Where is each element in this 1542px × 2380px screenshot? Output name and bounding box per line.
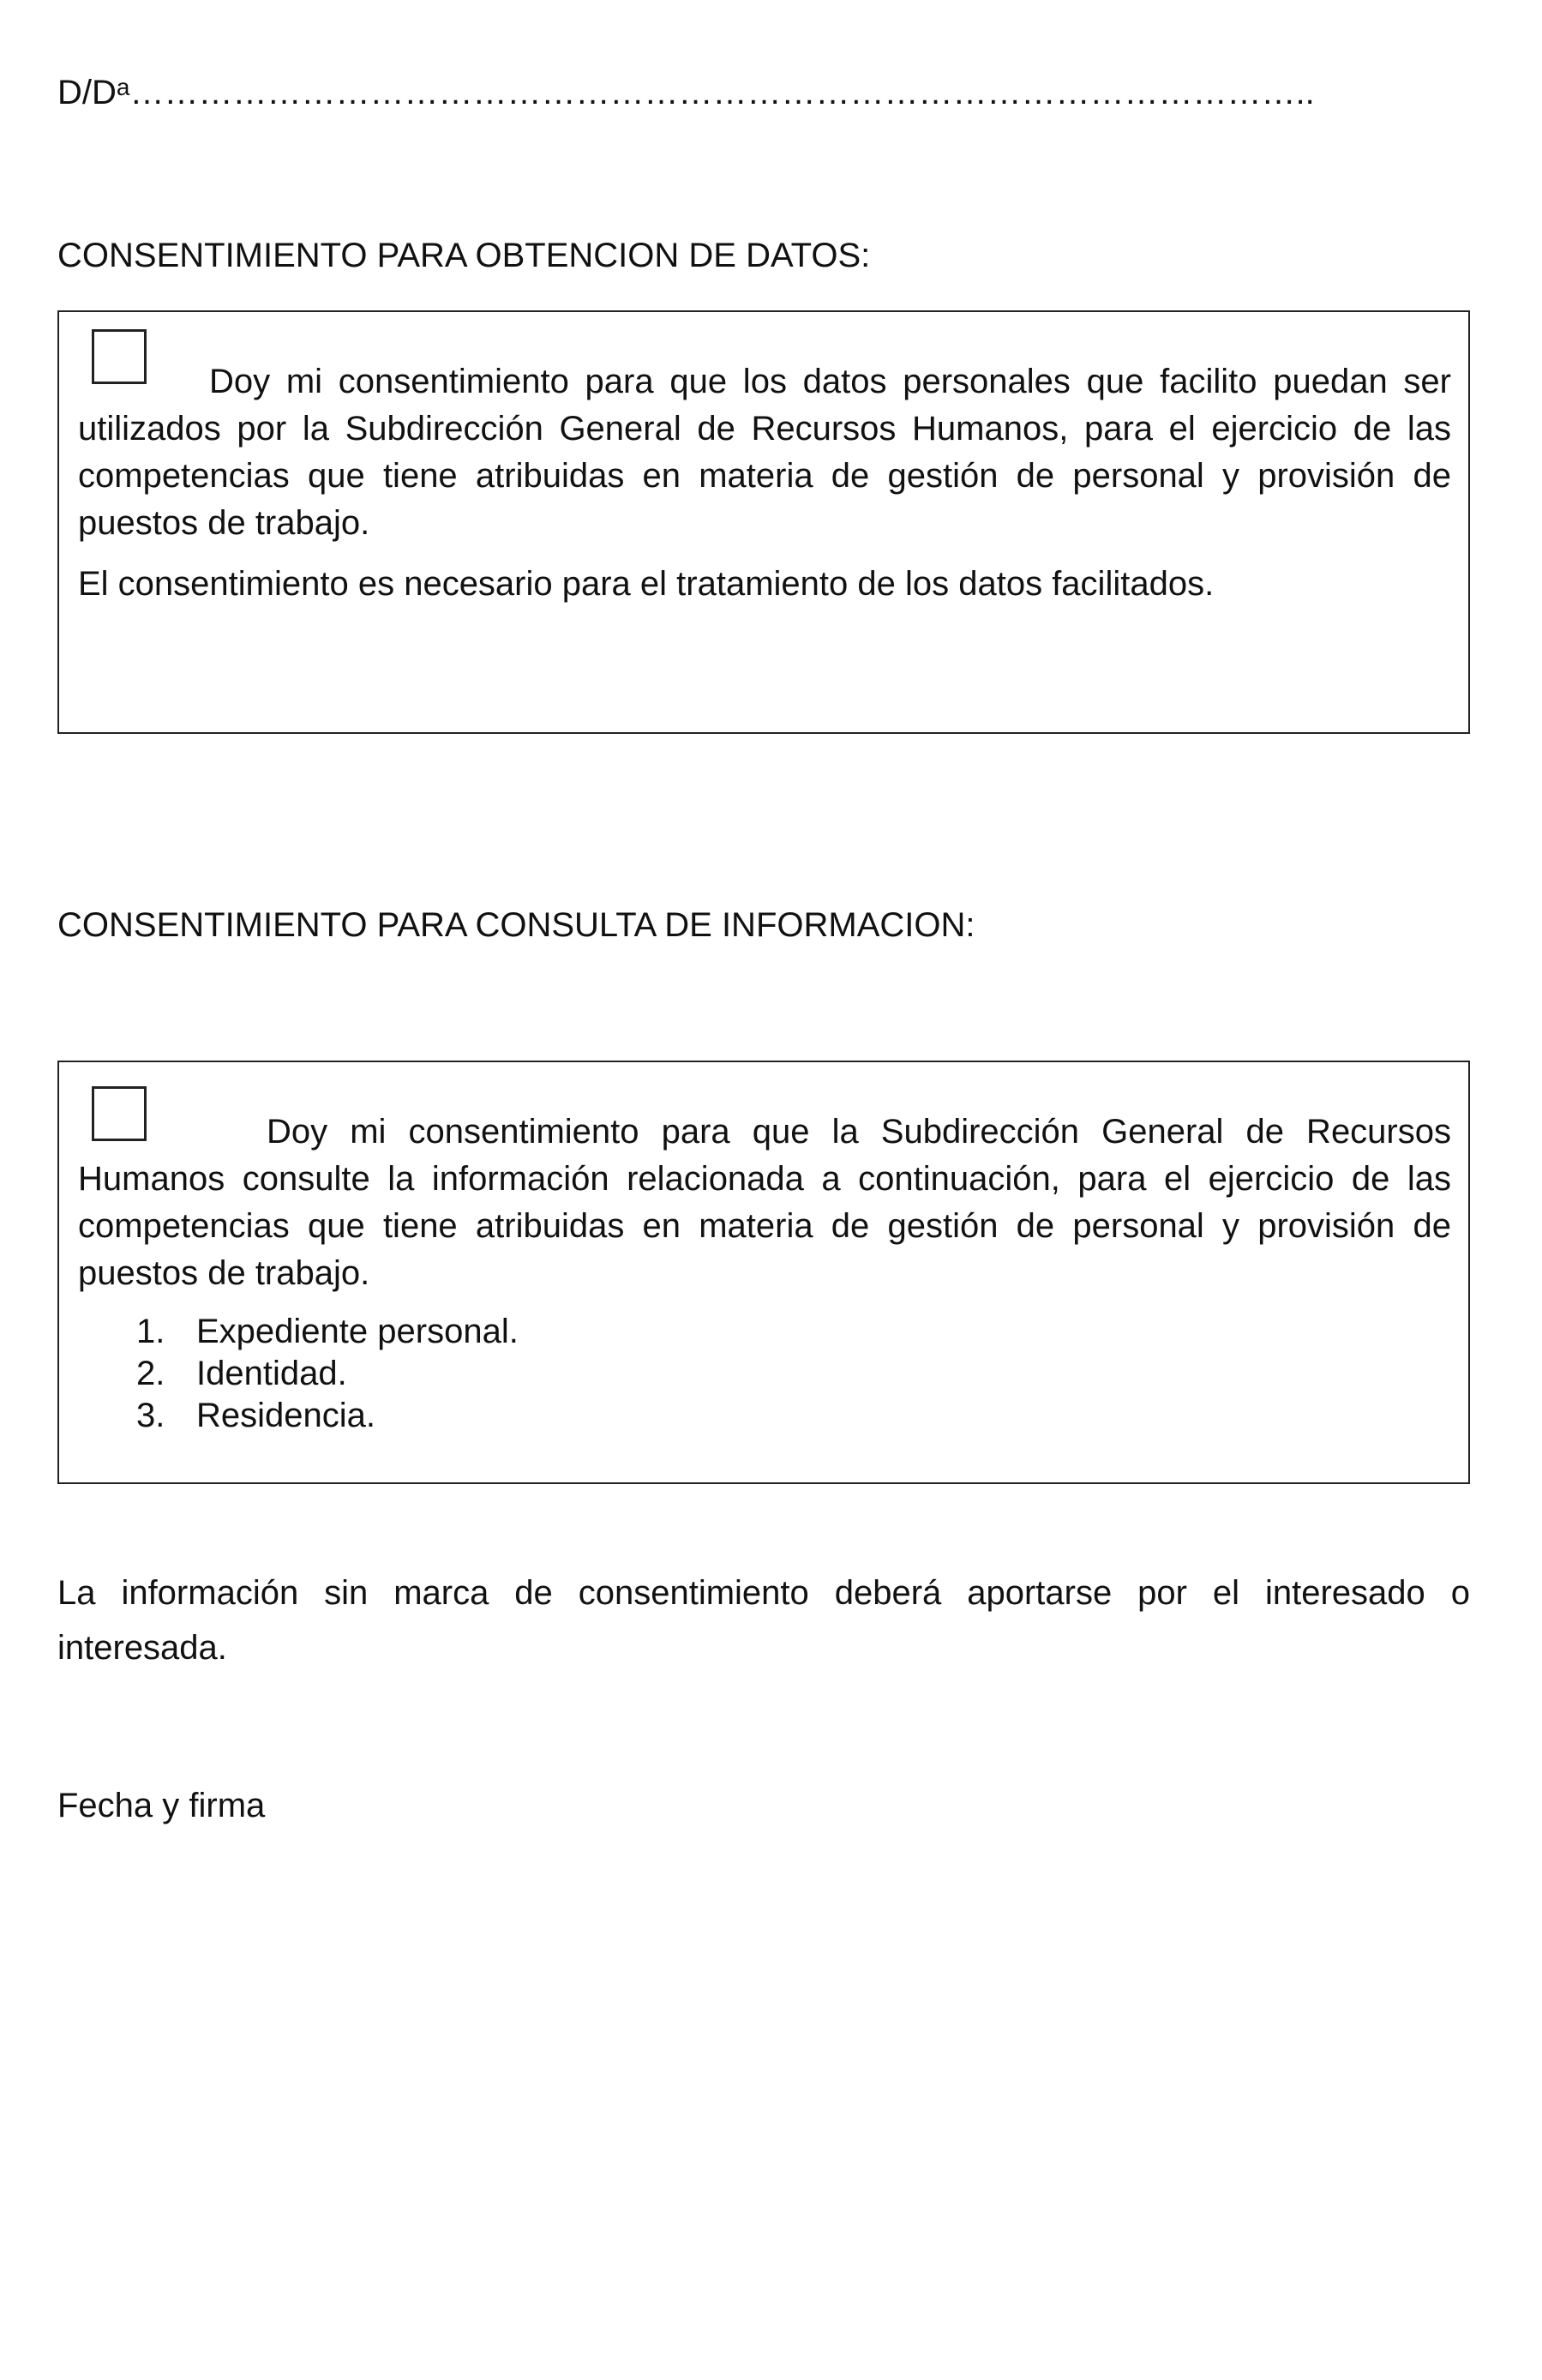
name-prefix: D/D [57,74,117,111]
missing-consent-note: La información sin marca de consentimiento deberá aportarse por el interesado o interesada. [57,1574,1470,1667]
list-item [136,1311,519,1353]
list-item-label: Identidad. [196,1355,347,1392]
data-consent-text: Doy mi consentimiento para que los datos personales que facilito puedan ser utilizados por la Subdirección General de Recursos Humanos, para el ejercicio de las competencias que tiene atribuidas en materia de gestión de personal y provisión de puestos de trabajo. [78,363,1451,542]
list-item [136,1353,519,1395]
list-item-number: 2. [136,1355,165,1392]
list-item-label: Expediente personal. [196,1313,519,1350]
list-item-number: 1. [136,1313,165,1350]
info-consent-heading: CONSENTIMIENTO PARA CONSULTA DE INFORMACION: [57,906,975,944]
name-dots: ………………………………………………………………………………………….. [129,74,1315,111]
data-consent-note: El consentimiento es necesario para el tratamiento de los datos facilitados. [78,565,1215,603]
data-consent-box [57,310,1470,734]
data-consent-heading: CONSENTIMIENTO PARA OBTENCION DE DATOS: [57,237,871,274]
info-consent-box [57,1061,1470,1484]
info-items-list [136,1311,519,1437]
list-item [136,1395,519,1437]
list-item-label: Residencia. [196,1397,376,1434]
info-consent-text: Doy mi consentimiento para que la Subdirección General de Recursos Humanos consulte la información relacionada a continuación, para el ejercicio de las competencias que tiene atribuidas en materia de gestión de personal y provisión de puestos de trabajo. [78,1113,1451,1292]
list-item-number: 3. [136,1397,165,1434]
date-signature-label: Fecha y firma [57,1787,266,1824]
name-field-line[interactable] [57,70,1472,115]
name-superscript: a [116,74,130,100]
